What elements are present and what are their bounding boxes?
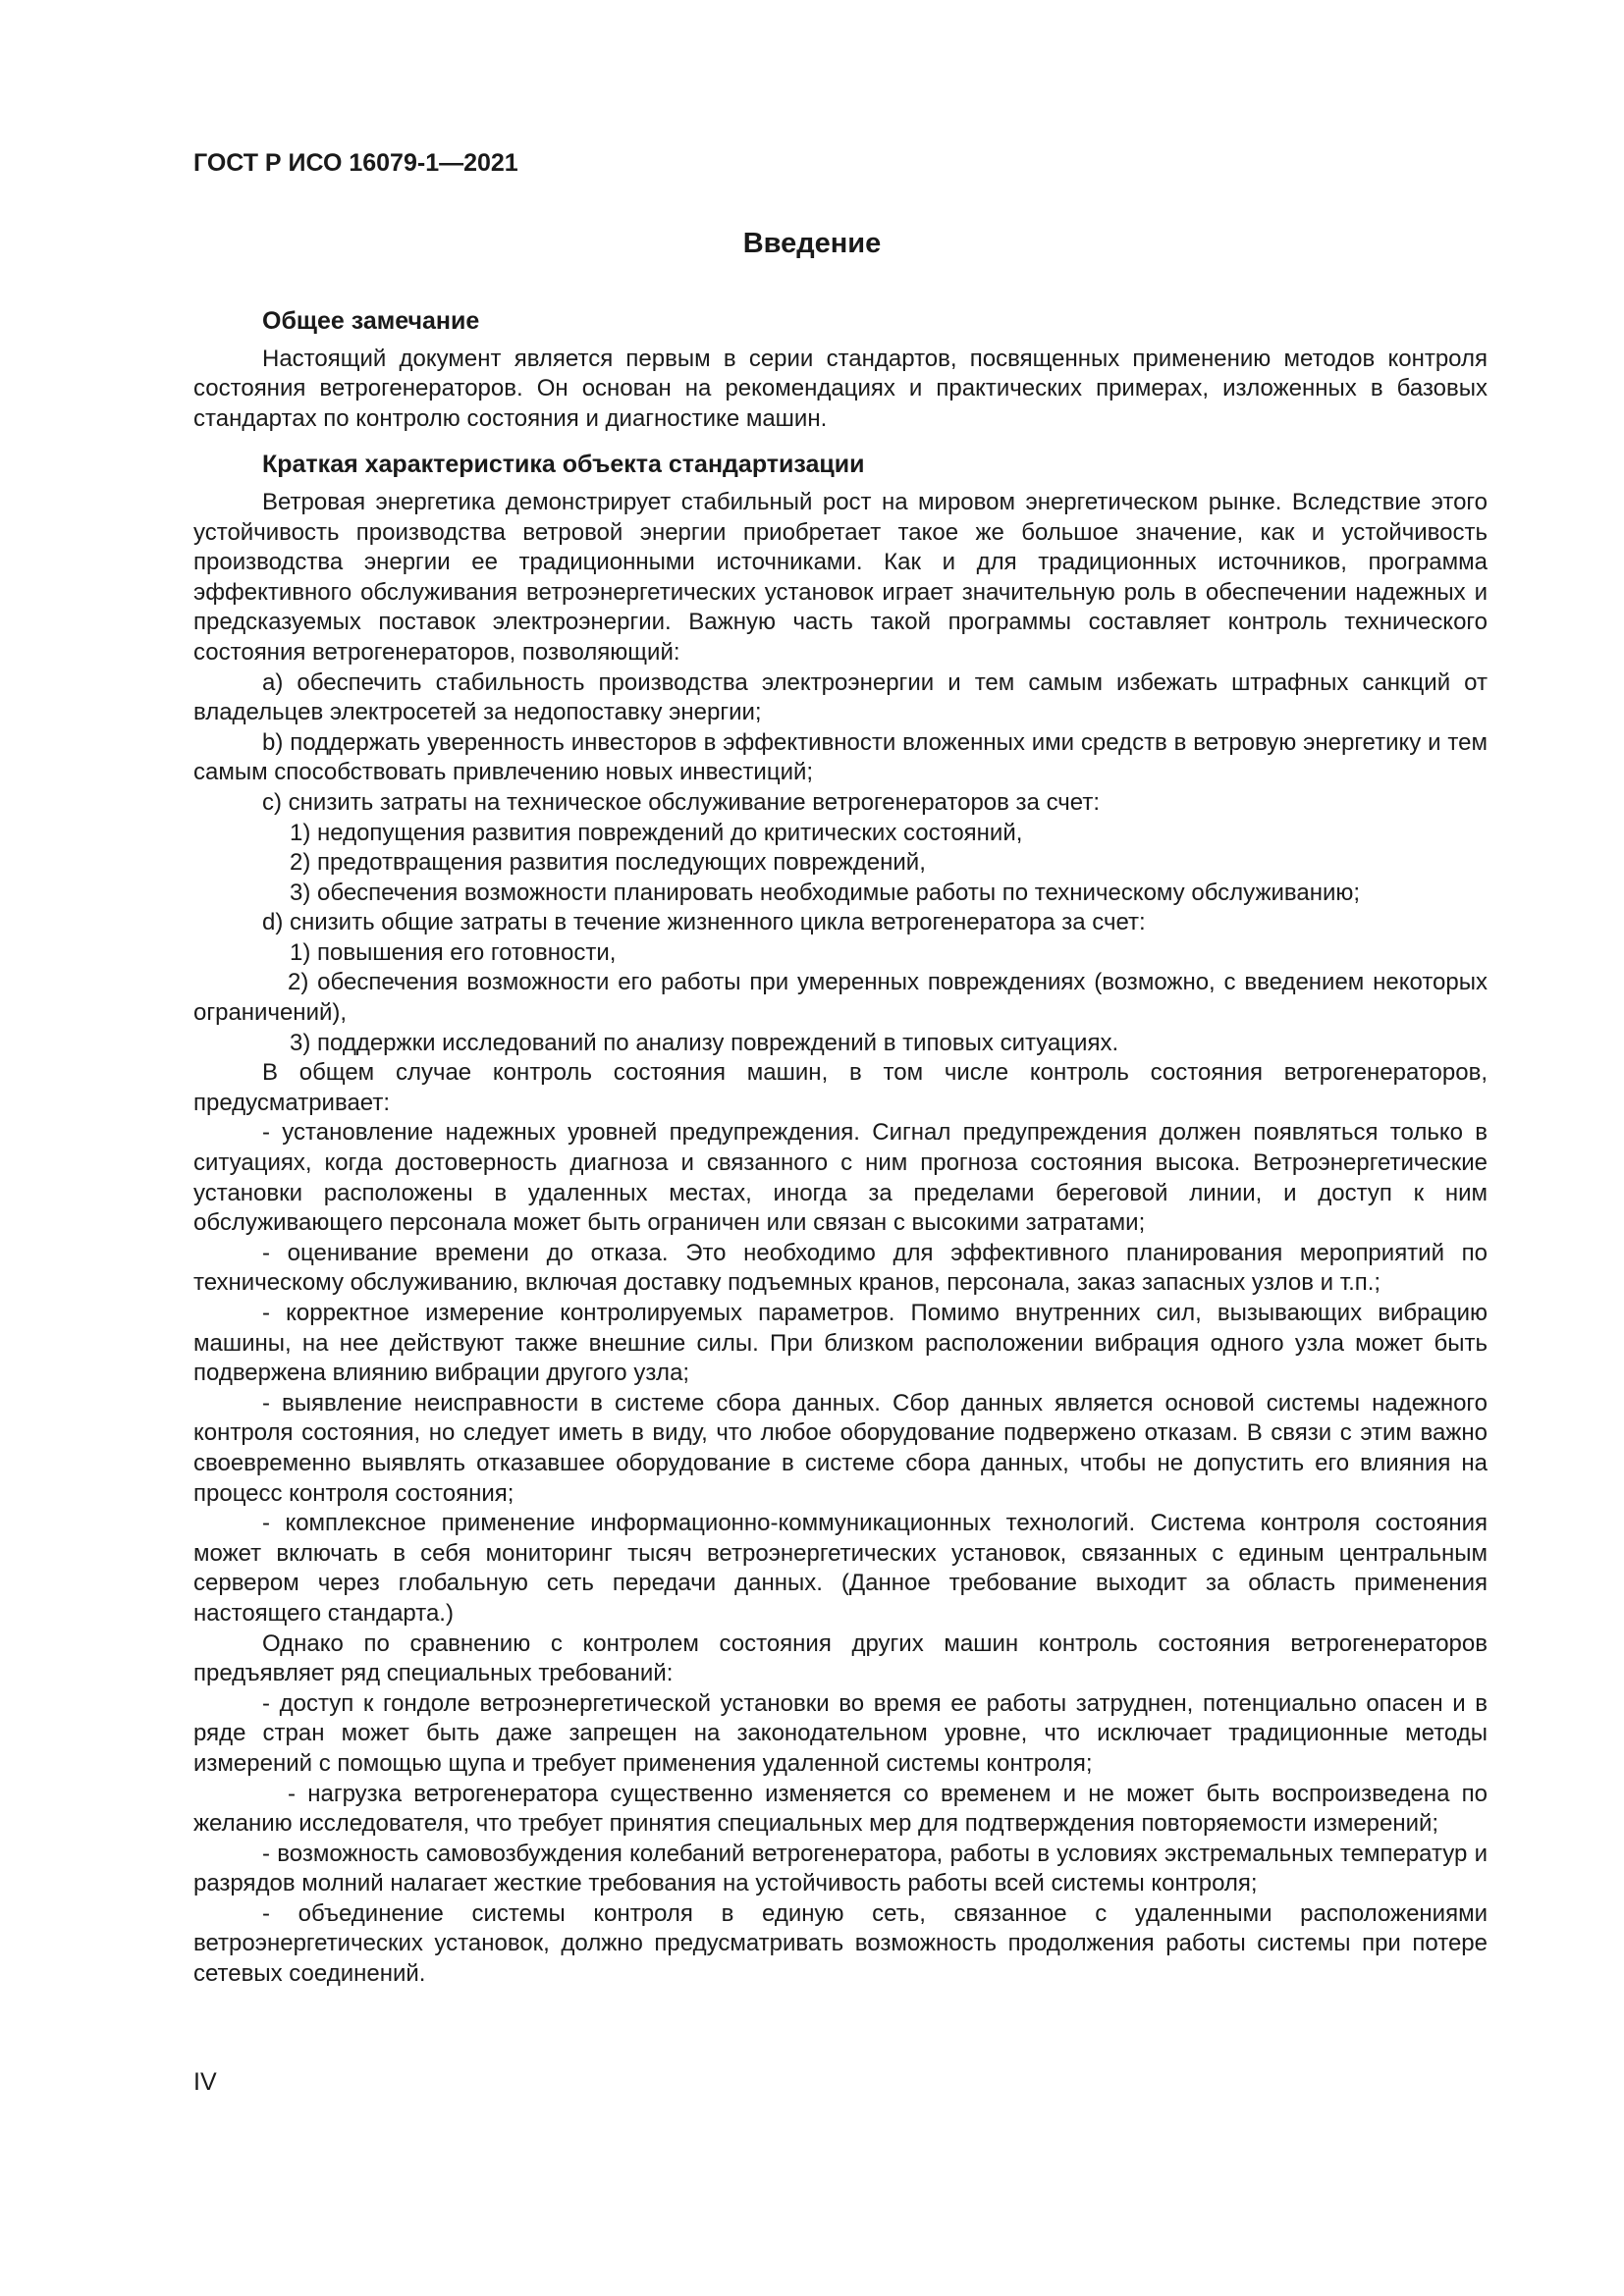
list-subitem: 1) недопущения развития повреждений до критических состояний, xyxy=(290,819,1023,846)
list-subitem: 3) поддержки исследований по анализу повреждений в типовых ситуациях. xyxy=(290,1029,1119,1056)
list-subitem: 2) предотвращения развития последующих повреждений, xyxy=(290,849,926,877)
paragraph: Однако по сравнению с контролем состояния других машин контроль состояния ветрогенераторов предъявляет ряд специальных требований: xyxy=(193,1629,1488,1687)
list-item-dash: - доступ к гондоле ветроэнергетической установки во время ее работы затруднен, потенциально опасен и в ряде стран может быть даже запрещен на законодательном уровне, что исключает традиционные методы измерений с помощью щупа и требует применения удаленной системы контроля; xyxy=(193,1689,1488,1777)
list-item-a: a) обеспечить стабильность производства электроэнергии и тем самым избежать штрафных санкций от владельцев электросетей за недопоставку энергии; xyxy=(193,668,1488,726)
section-heading-general: Общее замечание xyxy=(262,307,480,335)
list-item-d: d) снизить общие затраты в течение жизненного цикла ветрогенератора за счет: xyxy=(262,909,1146,936)
list-item-dash: - возможность самовозбуждения колебаний ветрогенератора, работы в условиях экстремальных температур и разрядов молний налагает жесткие требования на устойчивость работы всей системы контроля; xyxy=(193,1840,1488,1897)
list-item-c: c) снизить затраты на техническое обслуживание ветрогенераторов за счет: xyxy=(262,788,1101,816)
list-subitem: 3) обеспечения возможности планировать необходимые работы по техническому обслуживанию; xyxy=(290,879,1361,906)
document-body xyxy=(193,306,1488,1990)
page-number: IV xyxy=(193,2068,217,2096)
list-subitem: 1) повышения его готовности, xyxy=(290,938,617,966)
section-heading-scope: Краткая характеристика объекта стандартизации xyxy=(262,451,865,479)
page-title: Введение xyxy=(742,228,882,259)
document-header: ГОСТ Р ИСО 16079-1—2021 xyxy=(193,149,518,177)
list-item-b: b) поддержать уверенность инвесторов в эффективности вложенных ими средств в ветровую энергетику и тем самым способствовать привлечению новых инвестиций; xyxy=(193,728,1488,786)
list-item-dash: - установление надежных уровней предупреждения. Сигнал предупреждения должен появляться только в ситуациях, когда достоверность диагноза и связанного с ним прогноза состояния высока. Ветроэнергетические установки расположены в удаленных местах, иногда за пределами береговой линии, и доступ к ним обслуживающего персонала может быть ограничен или связан с высокими затратами; xyxy=(193,1119,1488,1237)
paragraph: Настоящий документ является первым в серии стандартов, посвященных применению методов контроля состояния ветрогенераторов. Он основан на рекомендациях и практических примерах, изложенных в базовых стандартах по контролю состояния и диагностике машин. xyxy=(193,345,1488,432)
list-item-dash: - оценивание времени до отказа. Это необходимо для эффективного планирования мероприятий по техническому обслуживанию, включая доставку подъемных кранов, персонала, заказ запасных узлов и т.п.; xyxy=(193,1239,1488,1297)
list-subitem: 2) обеспечения возможности его работы при умеренных повреждениях (возможно, с введением некоторых ограничений), xyxy=(193,969,1488,1027)
paragraph: В общем случае контроль состояния машин, в том числе контроль состояния ветрогенераторов, предусматривает: xyxy=(193,1059,1488,1116)
list-item-dash: - комплексное применение информационно-коммуникационных технологий. Система контроля состояния может включать в себя мониторинг тысяч ветроэнергетических установок, связанных с единым центральным сервером через глобальную сеть передачи данных. (Данное требование выходит за область применения настоящего стандарта.) xyxy=(193,1510,1488,1627)
list-item-dash: - объединение системы контроля в единую сеть, связанное с удаленными расположениями ветроэнергетических установок, должно предусматривать возможность продолжения работы системы при потере сетевых соединений. xyxy=(193,1899,1488,1988)
list-item-dash: - корректное измерение контролируемых параметров. Помимо внутренних сил, вызывающих вибрацию машины, на нее действуют также внешние силы. При близком расположении вибрация одного узла может быть подвержена влиянию вибрации другого узла; xyxy=(193,1300,1488,1387)
paragraph: Ветровая энергетика демонстрирует стабильный рост на мировом энергетическом рынке. Вследствие этого устойчивость производства ветровой энергии приобретает такое же большое значение, как и устойчивость производства энергии ее традиционными источниками. Как и для традиционных источников, программа эффективного обслуживания ветроэнергетических установок играет значительную роль в обеспечении надежных и предсказуемых поставок электроэнергии. Важную часть такой программы составляет контроль технического состояния ветрогенераторов, позволяющий: xyxy=(193,488,1488,666)
list-item-dash: - нагрузка ветрогенератора существенно изменяется со временем и не может быть воспроизведена по желанию исследователя, что требует принятия специальных мер для подтверждения повторяемости измерений; xyxy=(193,1780,1488,1838)
list-item-dash: - выявление неисправности в системе сбора данных. Сбор данных является основой системы надежного контроля состояния, но следует иметь в виду, что любое оборудование подвержено отказам. В связи с этим важно своевременно выявлять отказавшее оборудование в системе сбора данных, чтобы не допустить его влияния на процесс контроля состояния; xyxy=(193,1389,1488,1507)
